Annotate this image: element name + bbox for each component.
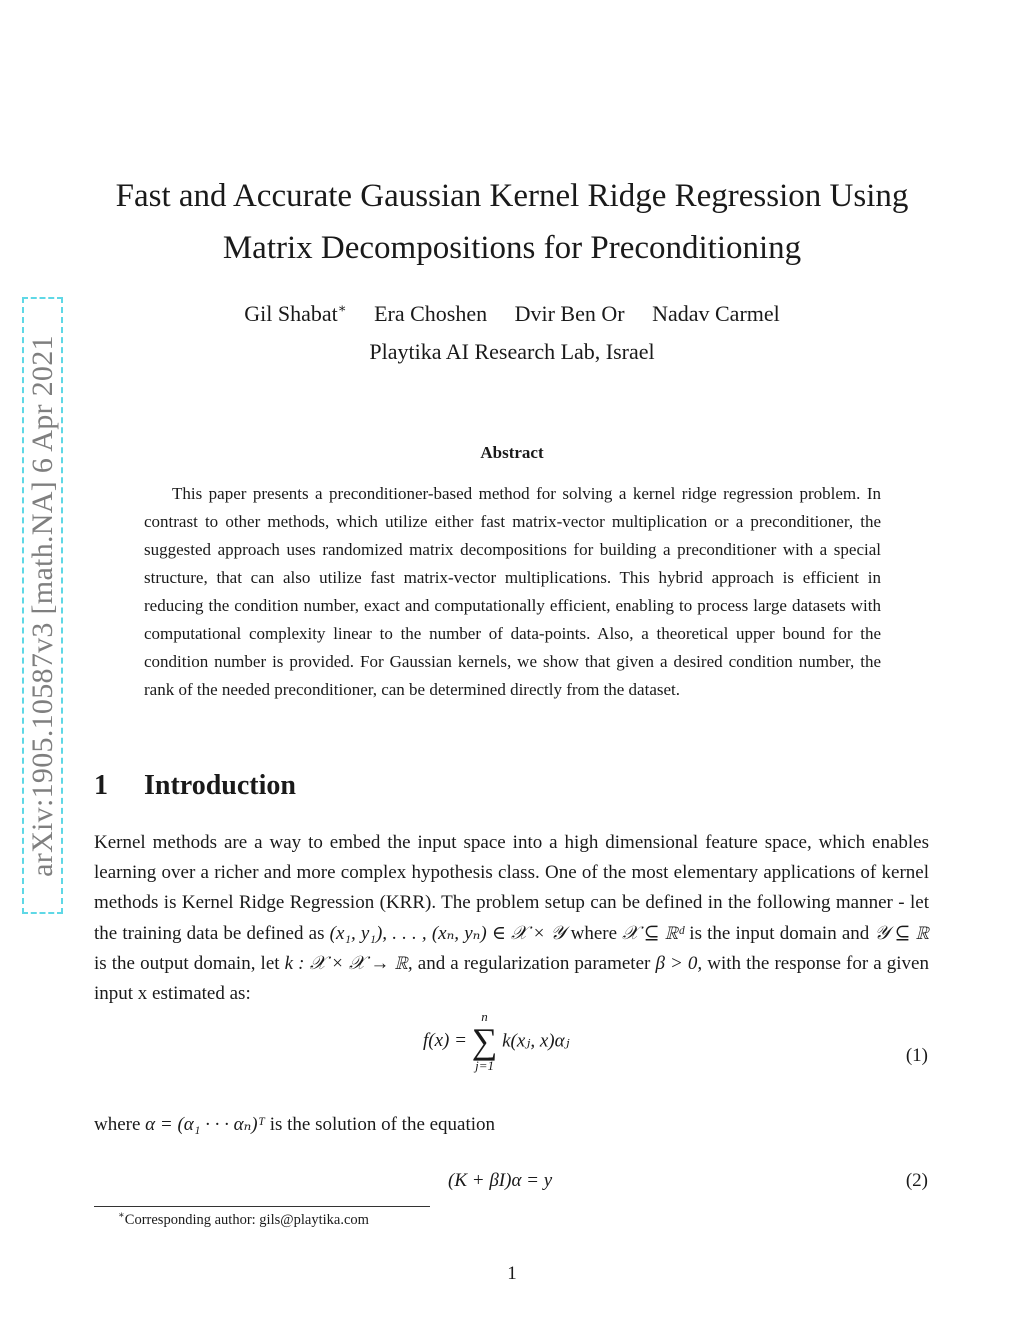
paper-title [80, 170, 944, 274]
section-heading [94, 770, 296, 802]
equation-1 [423, 1010, 570, 1072]
arxiv-stamp-text: arXiv:1905.10587v3 [math.NA] 6 Apr 2021 [25, 334, 59, 877]
author-list [0, 301, 1024, 327]
equation-2: (K + βI)α = y [448, 1170, 553, 1191]
equation-1-number: (1) [905, 1045, 928, 1066]
affiliation: Playtika AI Research Lab, Israel [369, 339, 655, 364]
author-1: Gil Shabat∗ [244, 301, 347, 327]
author-footnote-mark: ∗ [337, 301, 347, 316]
intro-paragraph: Kernel methods are a way to embed the input space into a high dimensional feature space, which enables learning over a richer and more complex hypothesis class. One of the most elementary applications of kernel methods is Kernel Ridge Regression (KRR). The problem setup can be defined in the following manner - let the training data be defined as (x₁, y₁), . . . , (xₙ, yₙ) ∈ 𝒳 × 𝒴 where 𝒳 ⊆ ℝᵈ is the input domain and 𝒴 ⊆ ℝ is the output domain, let k : 𝒳 × 𝒳 → ℝ, and a regularization parameter β > 0, with the response for a given input x estimated as: [94, 832, 930, 1005]
equation-lead-in: where α = (α₁ · · · αₙ)ᵀ is the solution of the equation [94, 1114, 496, 1135]
summation [472, 1010, 498, 1072]
sum-lower-limit: j=1 [475, 1058, 494, 1073]
equation-2-number: (2) [905, 1170, 928, 1191]
math-training-data: (x₁, y₁), . . . , (xₙ, yₙ) ∈ 𝒳 × 𝒴 [329, 922, 566, 944]
arxiv-stamp [22, 297, 63, 914]
eq1-lhs: f(x) = [423, 1030, 472, 1051]
footnote-mark: ∗ [118, 1210, 125, 1221]
abstract-text: This paper presents a preconditioner-based method for solving a kernel ridge regression problem. In contrast to other methods, which utilize either fast matrix-vector multiplication or a preconditioner, the suggested approach uses randomized matrix decompositions for building a preconditioner with a special structure, that can also utilize fast matrix-vector multiplications. This hybrid approach is efficient in reducing the condition number, exact and computationally efficient, enabling to process large datasets with computational complexity linear to the number of data-points. Also, a theoretical upper bound for the condition number is provided. For Gaussian kernels, we show that given a desired condition number, the rank of the needed preconditioner, can be determined directly from the dataset. [144, 484, 881, 699]
sum-symbol: ∑ [471, 1021, 498, 1061]
math-input-domain: 𝒳 ⊆ ℝᵈ [622, 922, 685, 944]
sum-upper-limit: n [481, 1009, 488, 1024]
math-kernel: k : 𝒳 × 𝒳 → ℝ, [284, 952, 413, 974]
author-3: Dvir Ben Or [514, 301, 625, 327]
title-line-1: Fast and Accurate Gaussian Kernel Ridge Regression Using [115, 178, 909, 214]
footnote-rule [94, 1206, 430, 1207]
math-alpha: α = (α₁ · · · αₙ)ᵀ [145, 1114, 265, 1135]
eq1-rhs: k(xⱼ, x)αⱼ [502, 1030, 570, 1052]
page-number: 1 [507, 1263, 517, 1284]
section-title: Introduction [144, 770, 296, 801]
section-number: 1 [94, 770, 108, 801]
author-2: Era Choshen [374, 301, 488, 327]
math-beta: β > 0, [655, 952, 703, 974]
footnote-text: Corresponding author: gils@playtika.com [124, 1211, 369, 1228]
title-line-2: Matrix Decompositions for Preconditioning [222, 230, 802, 266]
abstract-heading: Abstract [480, 443, 544, 462]
footnote [118, 1210, 369, 1229]
author-4: Nadav Carmel [652, 301, 780, 327]
math-output-domain: 𝒴 ⊆ ℝ [874, 922, 930, 944]
